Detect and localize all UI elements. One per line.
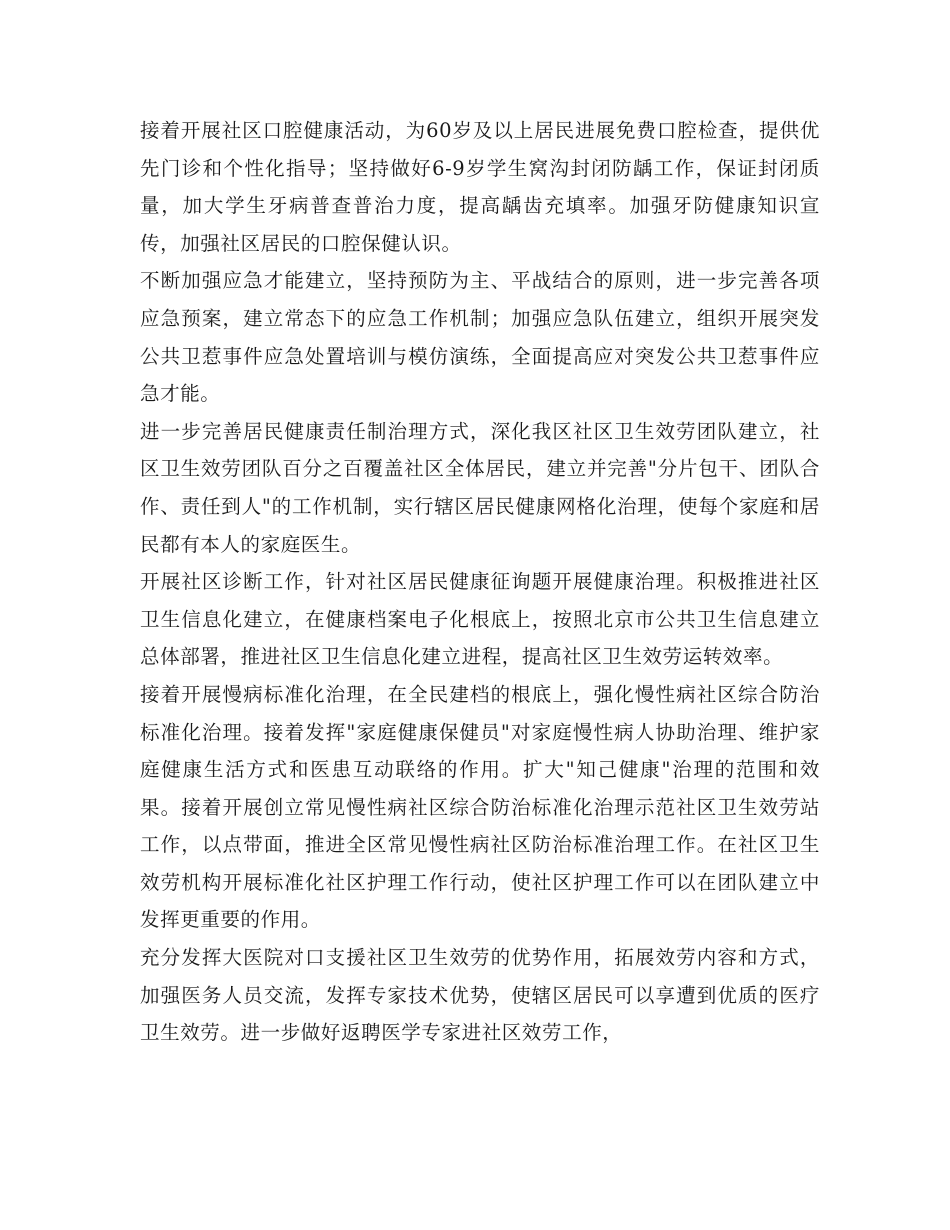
paragraph-community-diagnosis: 开展社区诊断工作，针对社区居民健康征询题开展健康治理。积极推进社区卫生信息化建立，在健康档案电子化根底上，按照北京市公共卫生信息建立总体部署，推进社区卫生信息化建立进程，提高社区卫生效劳运转效率。: [140, 570, 820, 669]
paragraph-hospital-support: 充分发挥大医院对口支援社区卫生效劳的优势作用，拓展效劳内容和方式，加强医务人员交流，发挥专家技术优势，使辖区居民可以享遭到优质的医疗卫生效劳。进一步做好返聘医学专家进社区效劳工作，: [140, 946, 820, 1045]
paragraph-chronic-disease: 接着开展慢病标准化治理，在全民建档的根底上，强化慢性病社区综合防治标准化治理。接着发挥"家庭健康保健员"对家庭慢性病人协助治理、维护家庭健康生活方式和医患互动联络的作用。扩大"知己健康"治理的范围和效果。接着开展创立常见慢性病社区综合防治标准化治理示范社区卫生效劳站工作，以点带面，推进全区常见慢性病社区防治标准治理工作。在社区卫生效劳机构开展标准化社区护理工作行动，使社区护理工作可以在团队建立中发挥更重要的作用。: [140, 682, 820, 932]
paragraph-oral-health: 接着开展社区口腔健康活动，为60岁及以上居民进展免费口腔检查，提供优先门诊和个性化指导；坚持做好6-9岁学生窝沟封闭防龋工作，保证封闭质量，加大学生牙病普查普治力度，提高龋齿充填率。加强牙防健康知识宣传，加强社区居民的口腔保健认识。: [140, 119, 820, 255]
paragraph-emergency-capacity: 不断加强应急才能建立，坚持预防为主、平战结合的原则，进一步完善各项应急预案，建立常态下的应急工作机制；加强应急队伍建立，组织开展突发公共卫惹事件应急处置培训与模仿演练，全面提高应对突发公共卫惹事件应急才能。: [140, 269, 820, 406]
document-body: [140, 112, 820, 1052]
paragraph-health-responsibility: 进一步完善居民健康责任制治理方式，深化我区社区卫生效劳团队建立，社区卫生效劳团队百分之百覆盖社区全体居民，建立并完善"分片包干、团队合作、责任到人"的工作机制，实行辖区居民健康网格化治理，使每个家庭和居民都有本人的家庭医生。: [140, 419, 820, 556]
